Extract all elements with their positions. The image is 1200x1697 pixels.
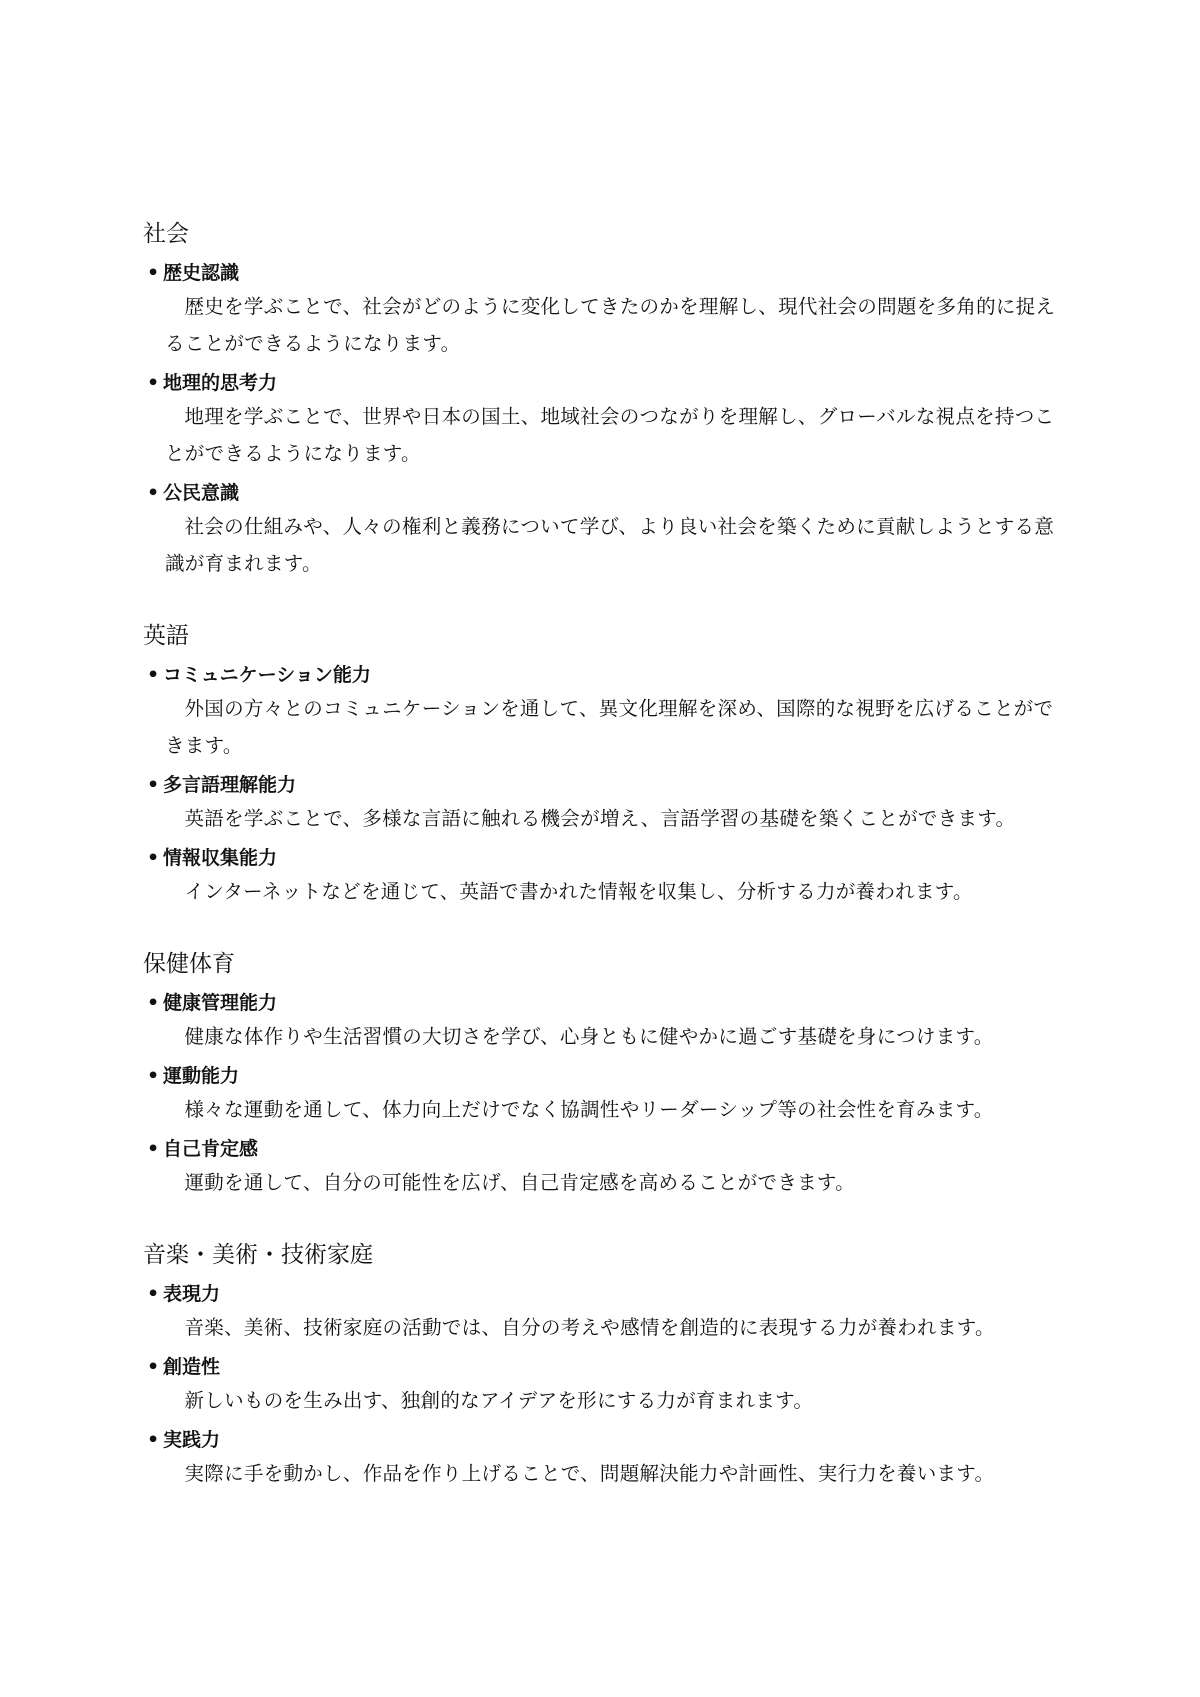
item-title: 地理的思考力 (163, 372, 278, 394)
item-title: 創造性 (163, 1356, 221, 1378)
bullet-icon: • (147, 992, 160, 1014)
list-item (143, 1352, 1063, 1419)
section-title: 社会 (143, 221, 189, 247)
bullet-icon: • (147, 1283, 160, 1305)
section-title: 英語 (143, 623, 189, 649)
item-title: 運動能力 (163, 1065, 240, 1087)
item-description: 地理を学ぶことで、世界や日本の国土、地域社会のつながりを理解し、グローバルな視点を持つことができるようになります。 (165, 405, 1055, 465)
bullet-icon: • (147, 482, 160, 504)
item-description: 実際に手を動かし、作品を作り上げることで、問題解決能力や計画性、実行力を養います。 (184, 1462, 995, 1485)
item-title: 歴史認識 (163, 262, 240, 284)
item-description: 英語を学ぶことで、多様な言語に触れる機会が増え、言語学習の基礎を築くことができます。 (184, 807, 1016, 830)
item-description: 音楽、美術、技術家庭の活動では、自分の考えや感情を創造的に表現する力が養われます。 (184, 1316, 995, 1339)
bullet-icon: • (147, 1429, 160, 1451)
section-social-studies (143, 218, 1063, 582)
item-description: 歴史を学ぶことで、社会がどのように変化してきたのかを理解し、現代社会の問題を多角的に捉えることができるようになります。 (165, 295, 1056, 355)
item-title: 多言語理解能力 (163, 774, 297, 796)
item-description: 運動を通して、自分の可能性を広げ、自己肯定感を高めることができます。 (184, 1171, 855, 1194)
document-page (143, 218, 1063, 1530)
item-title: 公民意識 (163, 482, 240, 504)
bullet-icon: • (147, 262, 160, 284)
list-item (143, 368, 1063, 472)
list-item (143, 258, 1063, 362)
item-description: 新しいものを生み出す、独創的なアイデアを形にする力が育まれます。 (184, 1389, 814, 1412)
list-item (143, 1425, 1063, 1492)
bullet-icon: • (147, 664, 160, 686)
list-item (143, 988, 1063, 1055)
section-title: 保健体育 (143, 951, 235, 977)
bullet-icon: • (147, 1065, 160, 1087)
item-title: 情報収集能力 (163, 847, 278, 869)
item-description: インターネットなどを通じて、英語で書かれた情報を収集し、分析する力が養われます。 (184, 880, 973, 903)
item-title: 表現力 (163, 1283, 221, 1305)
item-title: 健康管理能力 (163, 992, 278, 1014)
bullet-icon: • (147, 774, 160, 796)
section-english (143, 620, 1063, 910)
list-item (143, 660, 1063, 764)
list-item (143, 1061, 1063, 1128)
item-description: 健康な体作りや生活習慣の大切さを学び、心身ともに健やかに過ごす基礎を身につけます。 (184, 1025, 994, 1048)
bullet-icon: • (147, 1138, 160, 1160)
list-item (143, 478, 1063, 582)
section-health-pe (143, 948, 1063, 1201)
item-description: 様々な運動を通して、体力向上だけでなく協調性やリーダーシップ等の社会性を育みます。 (184, 1098, 994, 1121)
item-description: 外国の方々とのコミュニケーションを通して、異文化理解を深め、国際的な視野を広げることができます。 (165, 697, 1054, 757)
list-item (143, 770, 1063, 837)
bullet-icon: • (147, 847, 160, 869)
item-description: 社会の仕組みや、人々の権利と義務について学び、より良い社会を築くために貢献しようとする意識が育まれます。 (165, 515, 1055, 575)
item-title: 自己肯定感 (163, 1138, 259, 1160)
item-title: 実践力 (163, 1429, 221, 1451)
section-arts-tech (143, 1239, 1063, 1492)
list-item (143, 843, 1063, 910)
section-title: 音楽・美術・技術家庭 (143, 1242, 373, 1268)
item-title: コミュニケーション能力 (163, 664, 371, 686)
list-item (143, 1279, 1063, 1346)
list-item (143, 1134, 1063, 1201)
bullet-icon: • (147, 1356, 160, 1378)
bullet-icon: • (147, 372, 160, 394)
